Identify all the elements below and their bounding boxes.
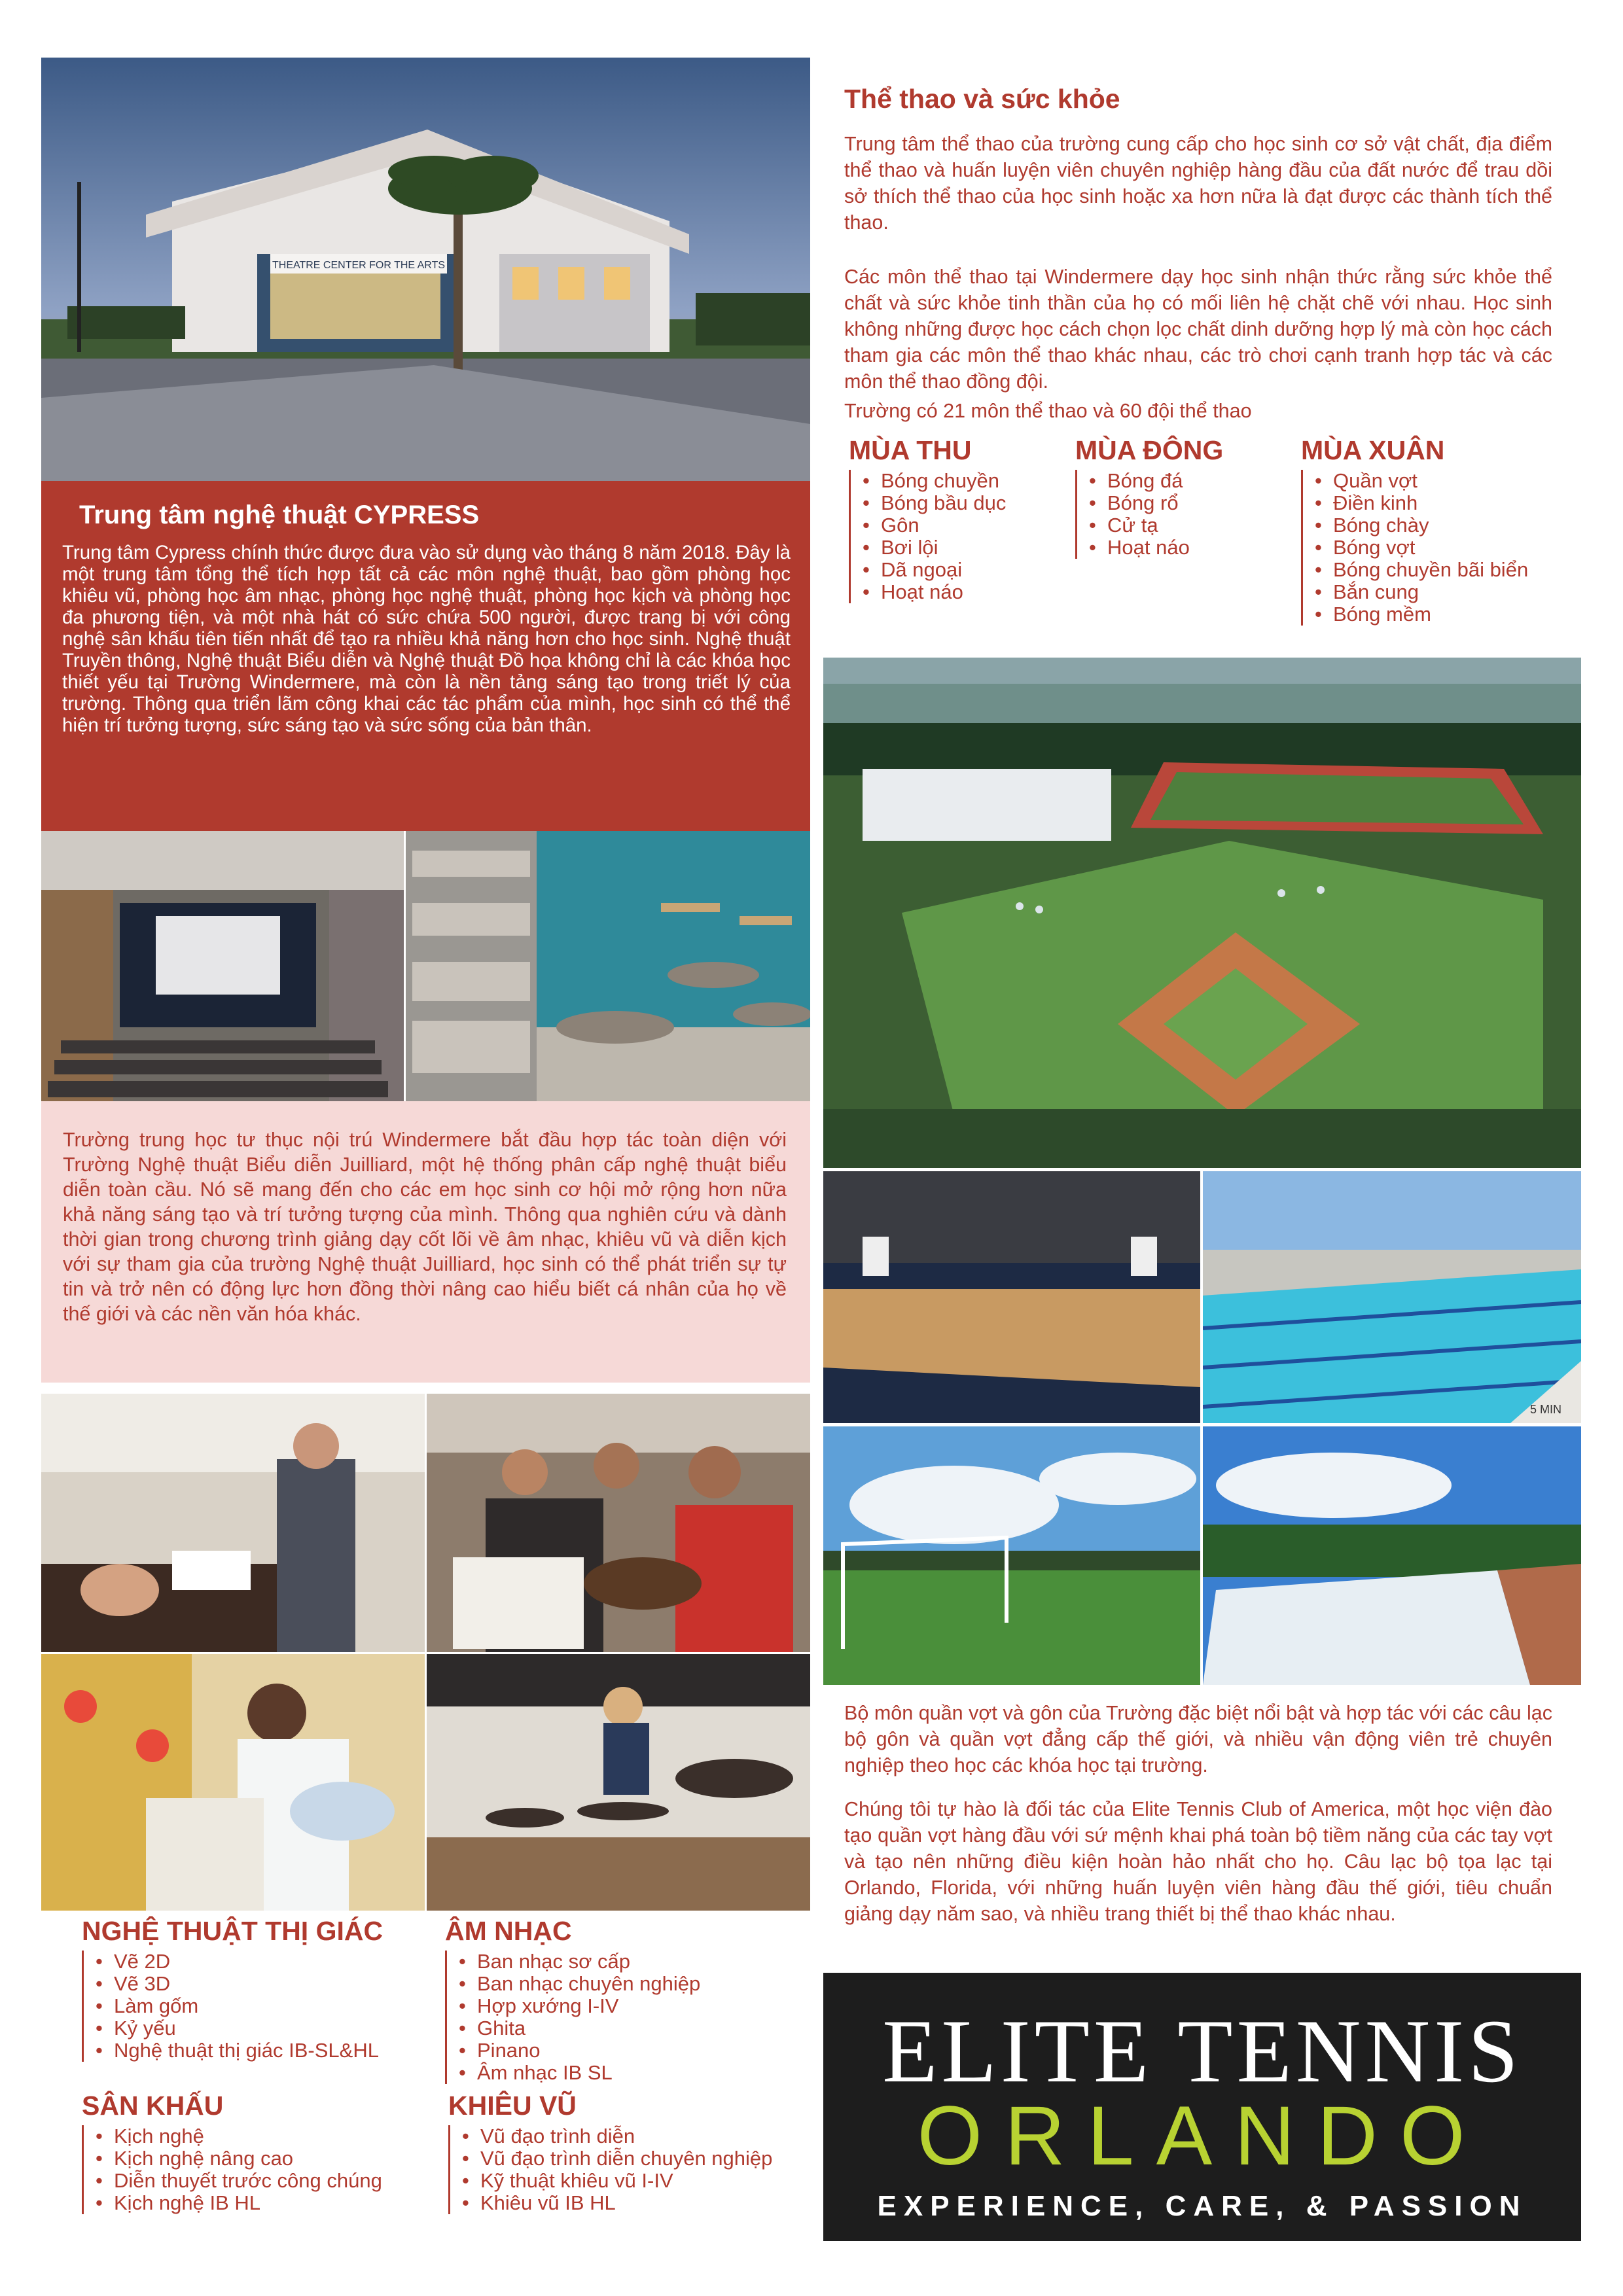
winter-season-list: [1075, 435, 1223, 559]
list-item: • Nghệ thuật thị giác IB-SL&HL: [90, 2040, 383, 2062]
list-item: • Vũ đạo trình diễn chuyên nghiệp: [457, 2147, 772, 2170]
soccer-field-photo: [823, 1426, 1200, 1685]
list-item: • Diễn thuyết trước công chúng: [90, 2170, 382, 2192]
list-item: • Quần vợt: [1310, 470, 1528, 492]
list-item: • Ghita: [454, 2017, 700, 2040]
logo-tagline: EXPERIENCE, CARE, & PASSION: [877, 2190, 1527, 2222]
fall-season-list: [849, 435, 1006, 603]
elite-tennis-paragraph: Chúng tôi tự hào là đối tác của Elite Tennis Club of America, một học viện đào tạo quần vợt hàng đầu với sứ mệnh khai phá toàn bộ tiềm năng của các tay vợt và tạo nên những điều kiện hoàn hảo nhất cho họ. Câu lạc bộ tọa lạc tại Orlando, Florida, với những huấn luyện viên hàng đầu thế giới, tiêu chuẩn giảng dạy năm sao, và nhiều trang thiết bị thể thao khác nhau.: [844, 1798, 1552, 1925]
list-item: • Kịch nghệ IB HL: [90, 2192, 382, 2214]
list-item: • Bóng bầu dục: [857, 492, 1006, 514]
list-item: • Điền kinh: [1310, 492, 1528, 514]
cypress-body: Trung tâm Cypress chính thức được đưa vào sử dụng vào tháng 8 năm 2018. Đây là một trung tâm tổng thể tích hợp tất cả các môn nghệ thuật, bao gồm phòng học khiêu vũ, phòng học âm nhạc, phòng học nghệ thuật, phòng học kịch và phòng học đa phương tiện, và một nhà hát có sức chứa 500 người, được trang bị với công nghệ sân khấu tiên tiến nhất để tạo ra nhiều khả năng hơn cho học sinh. Nghệ thuật Truyền thông, Nghệ thuật Biểu diễn và Nghệ thuật Đồ họa không chỉ là các khóa học thiết yếu tại Trường Windermere, mà còn là nền tảng sáng tạo trong triết lý của trường. Thông qua triển lãm công khai các tác phẩm của mình, học sinh có thể thể hiện trí tưởng tượng, sức sáng tạo và sức sống của bản thân.: [62, 542, 791, 736]
sports-description: Các môn thể thao tại Windermere dạy học sinh nhận thức rằng sức khỏe thể chất và sức khỏe tinh thần của họ có mối liên hệ chặt chẽ với nhau. Học sinh không những được học cách chọn lọc chất dinh dưỡng hợp lý mà còn học cách tham gia các môn thể thao khác nhau, các trò chơi cạnh tranh hợp tác và các môn thể thao đồng đội.: [844, 266, 1552, 393]
music-list: [445, 1916, 700, 2084]
list-item: • Kịch nghệ: [90, 2125, 382, 2147]
list-item: • Làm gốm: [90, 1995, 383, 2017]
list-item: • Cử tạ: [1084, 514, 1223, 537]
swimming-pool-photo: [1203, 1171, 1581, 1423]
tennis-golf-paragraph: Bộ môn quần vợt và gôn của Trường đặc biệt nổi bật và hợp tác với các câu lạc bộ gôn và quần vợt đẳng cấp thế giới, và nhiều vận động viên trẻ chuyên nghiệp theo học các khóa học tại trường.: [844, 1702, 1552, 1776]
dance-studio-photo: [427, 1654, 810, 1911]
theatre-photo: [41, 831, 404, 1101]
visual-arts-list: [82, 1916, 383, 2062]
building-sign-text: THEATRE CENTER FOR THE ARTS: [272, 260, 446, 271]
list-item: • Hoạt náo: [1084, 537, 1223, 559]
list-item: • Kịch nghệ nâng cao: [90, 2147, 382, 2170]
sports-title: Thể thao và sức khỏe: [844, 84, 1120, 114]
juilliard-body: Trường trung học tư thục nội trú Windermere bắt đầu hợp tác toàn diện với Trường Nghệ thuật Biểu diễn Juilliard, một hệ thống phân cấp nghệ thuật biểu diễn toàn cầu. Nó sẽ mang đến cho các em học sinh cơ hội mở rộng hơn nữa khả năng sáng tạo và trí tưởng tượng của mình. Thông qua nghiên cứu và dành thời gian trong chương trình giảng dạy cốt lõi về âm nhạc, khiêu vũ và diễn kịch với sự tham gia của trường Nghệ thuật Juilliard, học sinh có thể phát triển sự tự tin và trở nên có động lực hơn đồng thời nâng cao hiểu biết cá nhân của họ về thế giới và các nền văn hóa khác.: [63, 1129, 787, 1325]
dance-heading: KHIÊU VŨ: [448, 2091, 577, 2121]
list-item: • Vẽ 3D: [90, 1973, 383, 1995]
list-item: • Pinano: [454, 2040, 700, 2062]
list-item: • Kỹ thuật khiêu vũ I-IV: [457, 2170, 772, 2192]
music-heading: ÂM NHẠC: [445, 1916, 572, 1946]
pottery-studio-photo: [406, 831, 810, 1101]
cypress-building-photo: [41, 58, 810, 481]
spring-season-list: [1301, 435, 1528, 626]
list-item: • Hoạt náo: [857, 581, 1006, 603]
visual-arts-heading: NGHỆ THUẬT THỊ GIÁC: [82, 1916, 383, 1946]
list-item: • Bắn cung: [1310, 581, 1528, 603]
tennis-court-photo: [1203, 1426, 1581, 1685]
cypress-title: Trung tâm nghệ thuật CYPRESS: [79, 501, 480, 529]
cypress-section: [41, 481, 810, 831]
sports-count: Trường có 21 môn thể thao và 60 đội thể thao: [844, 400, 1252, 422]
list-item: • Âm nhạc IB SL: [454, 2062, 700, 2084]
list-item: • Bơi lội: [857, 537, 1006, 559]
list-item: • Bóng rổ: [1084, 492, 1223, 514]
list-item: • Kỷ yếu: [90, 2017, 383, 2040]
list-item: • Bóng đá: [1084, 470, 1223, 492]
theatre-list: [82, 2091, 382, 2214]
sports-intro: Trung tâm thể thao của trường cung cấp cho học sinh cơ sở vật chất, địa điểm thể thao và huấn luyện viên chuyên nghiệp hàng đầu của đất nước để trau dồi sở thích thể thao của học sinh hoặc xa hơn nữa là đạt được các thành tích thể thao.: [844, 133, 1552, 234]
list-item: • Vũ đạo trình diễn: [457, 2125, 772, 2147]
theatre-heading: SÂN KHẤU: [82, 2091, 224, 2121]
list-item: • Bóng chày: [1310, 514, 1528, 537]
pool-lane-marking: 5 MIN: [1529, 1403, 1561, 1416]
winter-heading: MÙA ĐÔNG: [1075, 435, 1224, 465]
list-item: • Bóng mềm: [1310, 603, 1528, 626]
elite-tennis-logo: [823, 1973, 1581, 2241]
list-item: • Bóng vợt: [1310, 537, 1528, 559]
list-item: • Khiêu vũ IB HL: [457, 2192, 772, 2214]
gym-court-photo: [823, 1171, 1200, 1423]
spring-heading: MÙA XUÂN: [1301, 435, 1445, 465]
juilliard-section: [41, 1101, 810, 1383]
guitar-class-photo: [427, 1394, 810, 1652]
orchestra-conductor-photo: [41, 1394, 425, 1652]
logo-line-orlando: ORLANDO: [917, 2089, 1488, 2183]
painting-student-photo: [41, 1654, 425, 1911]
list-item: • Gôn: [857, 514, 1006, 537]
fall-heading: MÙA THU: [849, 435, 972, 465]
list-item: • Ban nhạc chuyên nghiệp: [454, 1973, 700, 1995]
list-item: • Bóng chuyền bãi biển: [1310, 559, 1528, 581]
list-item: • Vẽ 2D: [90, 1951, 383, 1973]
dance-list: [448, 2091, 772, 2214]
list-item: • Ban nhạc sơ cấp: [454, 1951, 700, 1973]
list-item: • Hợp xướng I-IV: [454, 1995, 700, 2017]
list-item: • Dã ngoại: [857, 559, 1006, 581]
list-item: • Bóng chuyền: [857, 470, 1006, 492]
logo-line-elite-tennis: ELITE TENNIS: [882, 2001, 1522, 2101]
baseball-field-aerial-photo: [823, 658, 1581, 1168]
